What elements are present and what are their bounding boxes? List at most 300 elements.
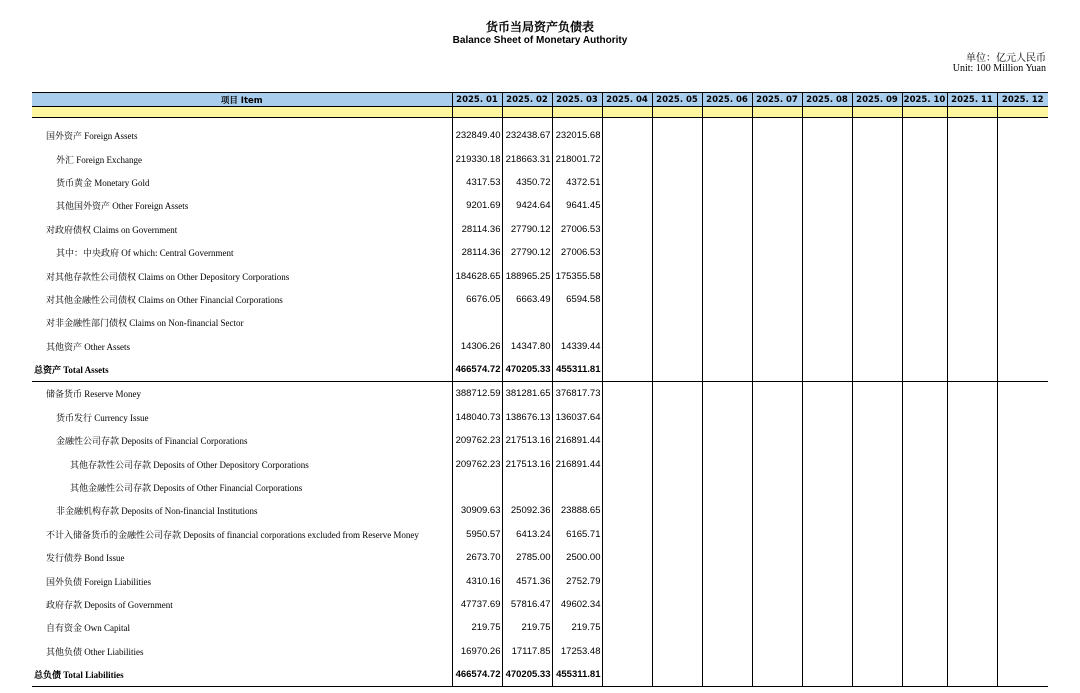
row-value [652,218,702,241]
row-value [802,523,852,546]
row-value [947,569,997,592]
row-value [997,124,1048,147]
row-value [902,124,947,147]
row-value [947,640,997,663]
row-value [602,546,652,569]
row-value: 14347.80 [502,335,552,358]
header-month: 2025. 05 [652,93,702,107]
row-value [752,382,802,406]
row-value [947,452,997,475]
row-value [997,546,1048,569]
row-value: 470205.33 [502,663,552,687]
row-value [652,499,702,522]
row-value [947,288,997,311]
row-value [902,382,947,406]
row-value [802,124,852,147]
row-value [902,429,947,452]
row-label: 货币黄金 Monetary Gold [32,171,452,194]
row-value [752,288,802,311]
row-value: 9424.64 [502,194,552,217]
row-value: 6676.05 [452,288,502,311]
table-row [32,264,1048,287]
row-value [947,499,997,522]
row-value [852,288,902,311]
table-row [32,406,1048,429]
row-value [947,663,997,687]
row-value: 188965.25 [502,264,552,287]
row-value [802,241,852,264]
row-value [947,335,997,358]
row-value [997,523,1048,546]
row-value: 4317.53 [452,171,502,194]
table-row [32,569,1048,592]
row-value [852,147,902,170]
row-value [702,499,752,522]
row-value [902,546,947,569]
table-row [32,147,1048,170]
row-value [752,311,802,334]
row-value [652,452,702,475]
row-value [997,194,1048,217]
row-value: 4372.51 [552,171,602,194]
row-value [802,406,852,429]
row-value [602,288,652,311]
row-value [802,288,852,311]
row-value [802,546,852,569]
row-value [997,640,1048,663]
table-row [32,382,1048,406]
row-value: 14306.26 [452,335,502,358]
row-value [602,429,652,452]
row-value: 30909.63 [452,499,502,522]
table-row [32,311,1048,334]
row-value [652,241,702,264]
table-body [32,107,1048,687]
row-value [947,523,997,546]
header-month: 2025. 01 [452,93,502,107]
row-value: 4571.36 [502,569,552,592]
row-value [702,452,752,475]
row-value [752,663,802,687]
row-value [652,546,702,569]
unit-label-cn: 单位：亿元人民币 [966,53,1046,64]
row-value [652,147,702,170]
header-month: 2025. 11 [947,93,997,107]
row-label: 其中：中央政府 Of which: Central Government [32,241,452,264]
row-label: 金融性公司存款 Deposits of Financial Corporations [32,429,452,452]
row-value [702,311,752,334]
row-value [752,499,802,522]
row-label: 对其他金融性公司债权 Claims on Other Financial Corporations [32,288,452,311]
row-value: 47737.69 [452,593,502,616]
row-value [652,171,702,194]
row-value [852,171,902,194]
row-value [997,311,1048,334]
row-value: 57816.47 [502,593,552,616]
header-month: 2025. 12 [997,93,1048,107]
row-value [602,311,652,334]
row-value [802,569,852,592]
row-value [802,476,852,499]
row-value [802,218,852,241]
row-value: 27790.12 [502,218,552,241]
row-value [602,593,652,616]
row-value [997,382,1048,406]
row-value [902,358,947,382]
row-value: 209762.23 [452,429,502,452]
row-value [552,311,602,334]
row-label: 不计入储备货币的金融性公司存款 Deposits of financial corporations excluded from Reserve Money [32,523,452,546]
row-value: 16970.26 [452,640,502,663]
row-value [947,218,997,241]
row-value [752,147,802,170]
row-value [802,335,852,358]
unit-label-en: Unit: 100 Million Yuan [952,63,1046,74]
row-value: 6165.71 [552,523,602,546]
table-row [32,288,1048,311]
row-value [802,194,852,217]
row-value: 17253.48 [552,640,602,663]
row-value [852,264,902,287]
row-value: 6663.49 [502,288,552,311]
row-value [652,406,702,429]
row-value [802,452,852,475]
row-value [702,546,752,569]
row-value [802,147,852,170]
row-value [602,663,652,687]
row-value [652,264,702,287]
row-value: 219.75 [502,616,552,639]
row-value [997,476,1048,499]
row-label: 对非金融性部门债权 Claims on Non-financial Sector [32,311,452,334]
row-value [852,382,902,406]
highlight-band [32,107,1048,118]
row-value: 148040.73 [452,406,502,429]
row-value [752,640,802,663]
row-value [852,311,902,334]
header-item: 项目 Item [32,93,452,107]
row-label: 对政府债权 Claims on Government [32,218,452,241]
row-value [602,476,652,499]
row-label: 国外负债 Foreign Liabilities [32,569,452,592]
row-label: 总资产 Total Assets [32,358,452,382]
row-value: 27790.12 [502,241,552,264]
row-value [852,452,902,475]
header-month: 2025. 06 [702,93,752,107]
row-value [752,124,802,147]
row-value [702,288,752,311]
row-value: 455311.81 [552,358,602,382]
row-value [802,616,852,639]
row-value: 2500.00 [552,546,602,569]
row-value [852,616,902,639]
row-value [997,241,1048,264]
row-value [947,616,997,639]
row-value [602,569,652,592]
row-value: 232438.67 [502,124,552,147]
row-value: 23888.65 [552,499,602,522]
row-value [652,194,702,217]
row-value [752,358,802,382]
row-value [852,546,902,569]
row-value [902,335,947,358]
row-value [752,241,802,264]
row-value [802,640,852,663]
table-row [32,523,1048,546]
row-label: 国外资产 Foreign Assets [32,124,452,147]
row-label: 发行债券 Bond Issue [32,546,452,569]
row-label: 其他国外资产 Other Foreign Assets [32,194,452,217]
row-value [702,194,752,217]
table-row [32,241,1048,264]
row-value [852,476,902,499]
row-value [802,171,852,194]
row-value [702,663,752,687]
row-value [652,593,702,616]
row-value [552,476,602,499]
row-value [947,264,997,287]
table-row [32,171,1048,194]
row-value [997,429,1048,452]
row-value [702,593,752,616]
row-value [602,241,652,264]
row-value [802,663,852,687]
row-value: 2752.79 [552,569,602,592]
table-row [32,663,1048,687]
row-label: 其他资产 Other Assets [32,335,452,358]
row-value [902,476,947,499]
row-value [652,523,702,546]
row-value [947,194,997,217]
row-value [602,335,652,358]
row-value [702,569,752,592]
row-value [652,616,702,639]
row-value [852,124,902,147]
row-value [702,616,752,639]
row-value [902,311,947,334]
header-month: 2025. 08 [802,93,852,107]
row-value [752,406,802,429]
row-value [702,640,752,663]
row-value [802,358,852,382]
row-value: 232015.68 [552,124,602,147]
row-value [652,358,702,382]
row-value [602,218,652,241]
row-value: 184628.65 [452,264,502,287]
row-value [702,171,752,194]
row-value [652,476,702,499]
row-label: 其他负债 Other Liabilities [32,640,452,663]
row-value: 28114.36 [452,241,502,264]
row-value: 232849.40 [452,124,502,147]
row-value [902,241,947,264]
row-value [602,147,652,170]
row-value [752,429,802,452]
row-value [802,429,852,452]
table-row [32,546,1048,569]
row-value [602,406,652,429]
row-value [947,429,997,452]
row-value [602,171,652,194]
row-value [947,358,997,382]
row-value: 376817.73 [552,382,602,406]
row-value [947,546,997,569]
row-label: 其他存款性公司存款 Deposits of Other Depository Corporations [32,452,452,475]
row-value [997,288,1048,311]
row-value: 138676.13 [502,406,552,429]
row-value [902,640,947,663]
row-value: 2785.00 [502,546,552,569]
row-value [997,593,1048,616]
row-value [602,499,652,522]
row-value [902,523,947,546]
header-month: 2025. 04 [602,93,652,107]
row-value: 6413.24 [502,523,552,546]
row-value [902,499,947,522]
row-value [752,194,802,217]
row-value [947,476,997,499]
row-value [852,429,902,452]
row-value: 466574.72 [452,358,502,382]
row-value [902,452,947,475]
row-value [752,593,802,616]
header-month: 2025. 02 [502,93,552,107]
row-value [802,264,852,287]
row-value: 49602.34 [552,593,602,616]
row-value [852,194,902,217]
row-label: 总负债 Total Liabilities [32,663,452,687]
row-value [652,429,702,452]
row-value [902,194,947,217]
row-value [702,147,752,170]
row-value [602,640,652,663]
balance-sheet-table [32,92,1048,687]
row-value [752,523,802,546]
table-row [32,335,1048,358]
row-value [947,382,997,406]
row-value [602,264,652,287]
row-value [702,335,752,358]
row-value [852,569,902,592]
row-value [702,218,752,241]
header-month: 2025. 03 [552,93,602,107]
table-row [32,124,1048,147]
row-value: 5950.57 [452,523,502,546]
row-value [502,311,552,334]
row-value: 219330.18 [452,147,502,170]
row-value [852,499,902,522]
row-value [802,593,852,616]
row-value [997,218,1048,241]
row-value [902,593,947,616]
row-value [997,499,1048,522]
row-value [752,264,802,287]
row-value [752,218,802,241]
row-value [702,406,752,429]
table-row [32,358,1048,382]
row-value [702,429,752,452]
row-value [852,241,902,264]
row-value [997,147,1048,170]
row-value [752,476,802,499]
row-value [997,264,1048,287]
row-value: 470205.33 [502,358,552,382]
row-value: 217513.16 [502,452,552,475]
table-row [32,499,1048,522]
row-value [702,382,752,406]
row-value [852,218,902,241]
row-value [902,616,947,639]
row-value [752,616,802,639]
row-value: 27006.53 [552,218,602,241]
row-value [602,194,652,217]
row-value [997,358,1048,382]
row-label: 政府存款 Deposits of Government [32,593,452,616]
header-month: 2025. 10 [903,94,946,105]
table-row [32,452,1048,475]
row-value [652,288,702,311]
row-value [997,335,1048,358]
row-value: 381281.65 [502,382,552,406]
row-value [602,124,652,147]
row-value [852,523,902,546]
row-value [652,569,702,592]
row-value: 17117.85 [502,640,552,663]
page-title-en: Balance Sheet of Monetary Authority [452,35,628,46]
row-value: 218663.31 [502,147,552,170]
row-value: 27006.53 [552,241,602,264]
row-value [752,569,802,592]
row-value: 14339.44 [552,335,602,358]
row-value [997,171,1048,194]
row-value: 455311.81 [552,663,602,687]
row-value [702,241,752,264]
row-value [902,218,947,241]
table-row [32,194,1048,217]
table-row [32,218,1048,241]
table-row [32,476,1048,499]
row-value [947,406,997,429]
table-row [32,616,1048,639]
row-value: 4310.16 [452,569,502,592]
row-value [652,382,702,406]
row-value [802,382,852,406]
row-value [947,147,997,170]
row-value [702,476,752,499]
table-row [32,593,1048,616]
row-value: 28114.36 [452,218,502,241]
row-value: 175355.58 [552,264,602,287]
row-value [997,569,1048,592]
row-value [702,523,752,546]
row-value: 136037.64 [552,406,602,429]
row-value [752,171,802,194]
row-value [902,264,947,287]
row-label: 自有资金 Own Capital [32,616,452,639]
row-value [752,546,802,569]
row-value [652,663,702,687]
row-value [947,241,997,264]
row-value [997,616,1048,639]
row-value: 9641.45 [552,194,602,217]
table-row [32,640,1048,663]
row-value [502,476,552,499]
header-month: 2025. 09 [852,93,902,107]
row-value [452,311,502,334]
row-value [852,593,902,616]
page-title-cn: 货币当局资产负债表 [485,20,594,34]
row-value [852,335,902,358]
